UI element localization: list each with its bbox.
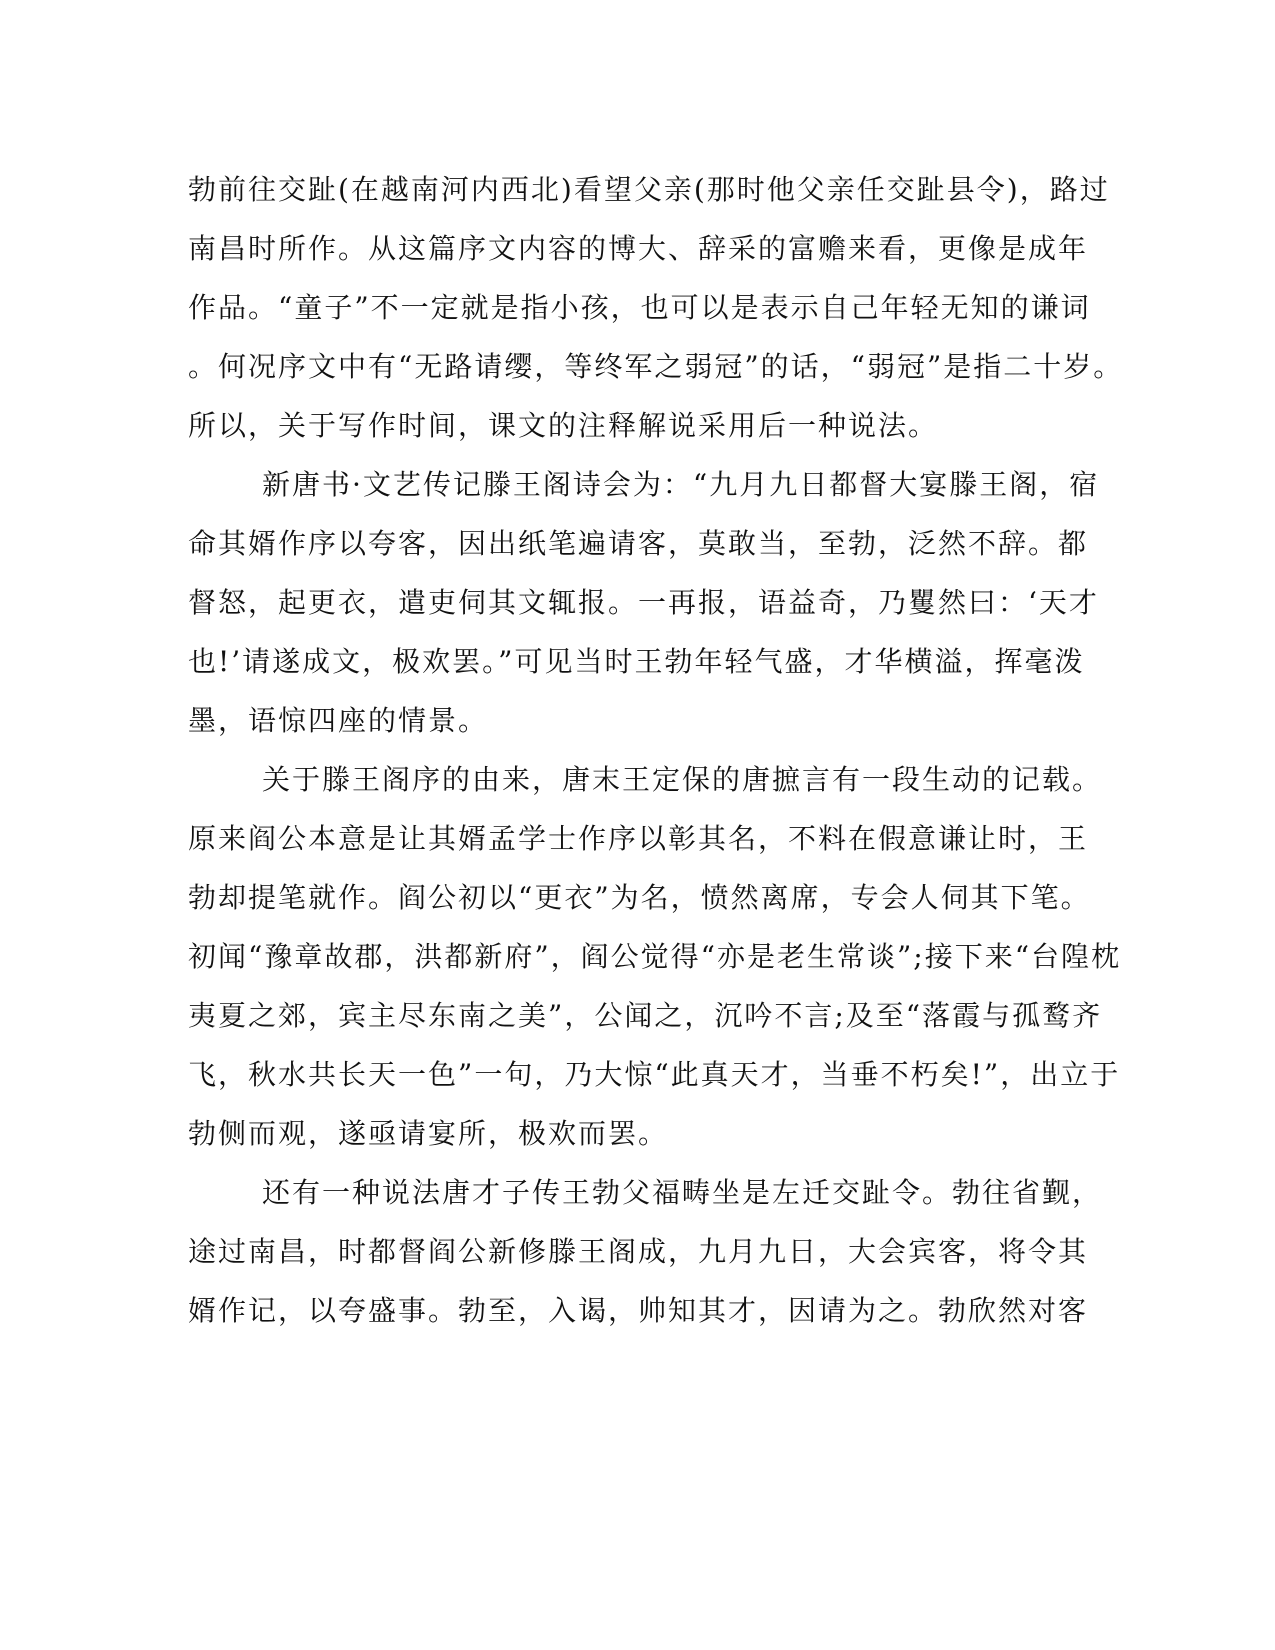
text-line: 关于滕王阁序的由来，唐末王定保的唐摭言有一段生动的记载。: [262, 763, 1103, 796]
text-line: 也!’请遂成文，极欢罢。”可见当时王勃年轻气盛，才华横溢，挥毫泼: [188, 645, 1085, 678]
text-line: 初闻“豫章故郡，洪都新府”，阎公觉得“亦是老生常谈”;接下来“台隍枕: [188, 940, 1122, 973]
text-line: 作品。“童子”不一定就是指小孩，也可以是表示自己年轻无知的谦词: [188, 291, 1091, 324]
text-line: 所以，关于写作时间，课文的注释解说采用后一种说法。: [188, 409, 939, 442]
text-line: 途过南昌，时都督阎公新修滕王阁成，九月九日，大会宾客，将令其: [188, 1235, 1089, 1268]
paragraph-2: [188, 455, 1100, 750]
text-line: 原来阎公本意是让其婿孟学士作序以彰其名，不料在假意谦让时，王: [188, 822, 1089, 855]
text-line: 飞，秋水共长天一色”一句，乃大惊“此真天才，当垂不朽矣!”，出立于: [188, 1058, 1121, 1091]
paragraph-1: [188, 160, 1124, 455]
text-line: 新唐书·文艺传记滕王阁诗会为：“九月九日都督大宴滕王阁，宿: [262, 468, 1100, 501]
text-line: 勃前往交趾(在越南河内西北)看望父亲(那时他父亲任交趾县令)，路过: [188, 173, 1110, 206]
text-line: 。何况序文中有“无路请缨，等终军之弱冠”的话，“弱冠”是指二十岁。: [188, 350, 1124, 383]
text-line: 还有一种说法唐才子传王勃父福畴坐是左迁交趾令。勃往省觐，: [262, 1176, 1103, 1209]
body-text: [188, 160, 1124, 1340]
text-line: 南昌时所作。从这篇序文内容的博大、辞采的富赡来看，更像是成年: [188, 232, 1089, 265]
text-line: 督怒，起更衣，遣吏伺其文辄报。一再报，语益奇，乃矍然曰：‘天才: [188, 586, 1099, 619]
text-line: 夷夏之郊，宾主尽东南之美”，公闻之，沉吟不言;及至“落霞与孤鹜齐: [188, 999, 1103, 1032]
paragraph-4: [188, 1163, 1103, 1340]
text-line: 勃却提笔就作。阎公初以“更衣”为名，愤然离席，专会人伺其下笔。: [188, 881, 1091, 914]
text-line: 勃侧而观，遂亟请宴所，极欢而罢。: [188, 1117, 669, 1150]
text-line: 命其婿作序以夸客，因出纸笔遍请客，莫敢当，至勃，泛然不辞。都: [188, 527, 1089, 560]
text-line: 婿作记，以夸盛事。勃至，入谒，帅知其才，因请为之。勃欣然对客: [188, 1294, 1089, 1327]
paragraph-3: [188, 750, 1122, 1163]
text-line: 墨，语惊四座的情景。: [188, 704, 489, 737]
